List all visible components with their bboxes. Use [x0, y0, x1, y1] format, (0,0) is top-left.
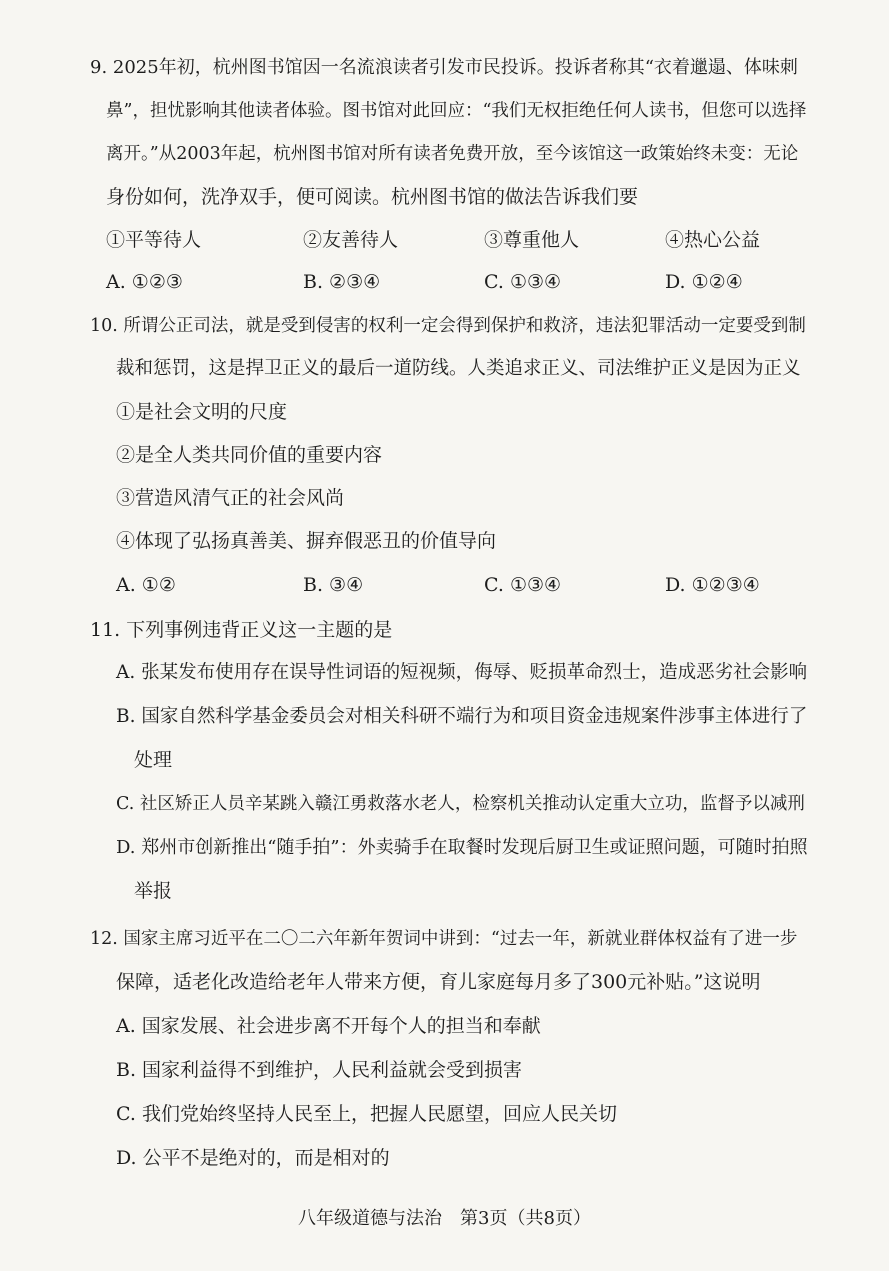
question-9-choice-a: A. ①②③: [106, 271, 183, 293]
question-9-statement: ④热心公益: [665, 229, 761, 251]
question-12-choice-a: A. 国家发展、社会进步离不开每个人的担当和奉献: [116, 1015, 541, 1037]
question-9-choice-c: C. ①③④: [484, 271, 562, 293]
question-10-statement: ④体现了弘扬真善美、摒弃假恶丑的价值导向: [116, 530, 497, 552]
question-10-choice-c: C. ①③④: [484, 574, 562, 596]
question-9-statement: ②友善待人: [303, 229, 399, 251]
question-9-stem-line: 身份如何，洗净双手，便可阅读。杭州图书馆的做法告诉我们要: [106, 186, 639, 208]
question-10-statement: ②是全人类共同价值的重要内容: [116, 444, 383, 466]
page-footer: 八年级道德与法治 第3页（共8页）: [298, 1208, 591, 1229]
question-11-stem: 11. 下列事例违背正义这一主题的是: [90, 619, 393, 641]
question-9-choice-d: D. ①②④: [665, 271, 743, 293]
question-9-stem-line: 9. 2025年初，杭州图书馆因一名流浪读者引发市民投诉。投诉者称其“衣着邋遢、体味刺: [90, 57, 798, 78]
question-10-choice-a: A. ①②: [116, 574, 176, 596]
question-12-stem-line: 12. 国家主席习近平在二〇二六年新年贺词中讲到：“过去一年，新就业群体权益有了进一步: [90, 929, 798, 949]
question-10-statement: ①是社会文明的尺度: [116, 401, 288, 423]
question-10-stem-line: 裁和惩罚，这是捍卫正义的最后一道防线。人类追求正义、司法维护正义是因为正义: [116, 358, 801, 379]
question-12-choice-c: C. 我们党始终坚持人民至上，把握人民愿望，回应人民关切: [116, 1103, 617, 1125]
question-10-choice-b: B. ③④: [303, 574, 364, 596]
question-11-option-line: D. 郑州市创新推出“随手拍”：外卖骑手在取餐时发现后厨卫生或证照问题，可随时拍照: [116, 837, 808, 858]
question-12-choice-b: B. 国家利益得不到维护，人民利益就会受到损害: [116, 1059, 523, 1081]
question-12-choice-d: D. 公平不是绝对的，而是相对的: [116, 1147, 390, 1169]
question-11-option-line: 处理: [134, 749, 173, 771]
question-9-statement: ③尊重他人: [484, 229, 580, 251]
question-12-stem-line: 保障，适老化改造给老年人带来方便，育儿家庭每月多了300元补贴。”这说明: [116, 971, 761, 993]
question-9-choice-b: B. ②③④: [303, 271, 381, 293]
question-11-option-line: 举报: [134, 880, 173, 902]
question-10-stem-line: 10. 所谓公正司法，就是受到侵害的权利一定会得到保护和救济，违法犯罪活动一定要受到制: [90, 316, 806, 336]
question-11-option-line: A. 张某发布使用存在误导性词语的短视频，侮辱、贬损革命烈士，造成恶劣社会影响: [116, 662, 808, 683]
question-9-stem-line: 鼻”，担忧影响其他读者体验。图书馆对此回应：“我们无权拒绝任何人读书，但您可以选择: [106, 101, 807, 121]
question-10-choice-d: D. ①②③④: [665, 574, 760, 596]
question-10-statement: ③营造风清气正的社会风尚: [116, 487, 345, 509]
question-9-stem-line: 离开。”从2003年起，杭州图书馆对所有读者免费开放，至今该馆这一政策始终未变：无论: [106, 144, 799, 164]
question-9-statement: ①平等待人: [106, 229, 202, 251]
question-11-option-line: B. 国家自然科学基金委员会对相关科研不端行为和项目资金违规案件涉事主体进行了: [116, 706, 808, 727]
question-11-option-line: C. 社区矫正人员辛某跳入赣江勇救落水老人，检察机关推动认定重大立功，监督予以减刑: [116, 794, 805, 814]
